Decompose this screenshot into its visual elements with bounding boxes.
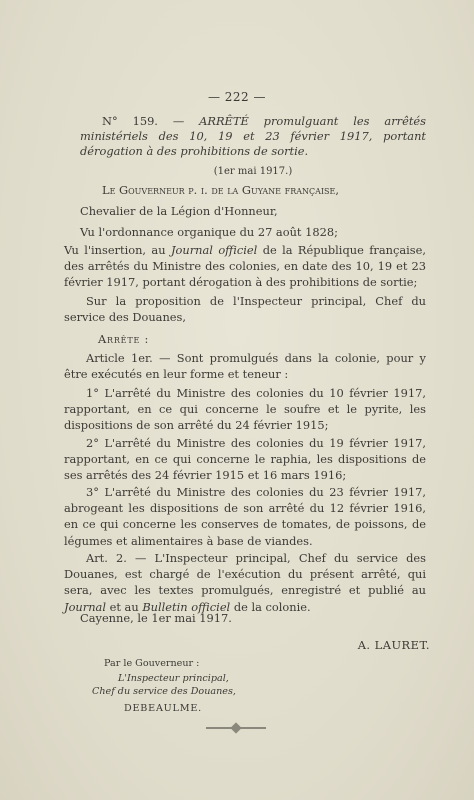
article-1-item-3: 3° L'arrêté du Ministre des colonies du 23 février 1917, abrogeant les dispositions de son arrêté du 12 février 1916, en ce qui concerne les conserves de tomates, de poissons, de légumes et alimentaires à base de viandes. [64,485,426,548]
vu-insertion-suffix: de la République française, des arrêtés du Ministre des colonies, en date des 10, 19 et 23 février 1917, portant dérogation à des prohibitions de sortie; [64,243,427,290]
place-date: Cayenne, le 1er mai 1917. [80,611,232,625]
decree-heading [80,114,426,160]
sur-proposition: Sur la proposition de l'Inspecteur principal, Chef du service des Douanes, [64,294,426,325]
inspecteur-title-1: L'Inspecteur principal, [118,673,229,684]
par-le-gouverneur: Par le Gouverneur : [104,658,200,669]
bulletin-ref: Bulletin officiel [142,599,231,614]
vu-insertion [64,242,426,291]
journal-officiel-ref: Journal officiel [170,243,258,257]
journal-ref: Journal [64,599,106,614]
page-number: — 222 — [207,90,267,104]
inspecteur-title-2: Chef du service des Douanes, [92,686,236,697]
arrete-heading: Arrête : [98,332,150,346]
vu-ordonnance: Vu l'ordonnance organique du 27 août 1828; [80,225,338,239]
vu-insertion-prefix: Vu l'insertion, au [64,243,166,257]
article-2-middle: et au [109,599,139,614]
governor-text: Le Gouverneur p. i. de la Guyane française, [102,183,339,197]
article-2 [64,550,426,615]
end-ornament-dot [230,722,241,733]
article-2-prefix: Art. 2. — L'Inspecteur principal, Chef du service des Douanes, est chargé de l'exécution du présent arrêté, qui sera, avec les textes promulgués, enregistré et publié au [64,551,426,598]
article-1: Article 1er. — Sont promulgués dans la colonie, pour y être exécutés en leur forme et teneur : [64,351,426,382]
decree-title: ARRÊTÉ promulguant les arrêtés ministériels des 10, 19 et 23 février 1917, portant dérogation à des prohibitions de sortie. [80,114,427,159]
governor-line [80,182,426,198]
article-2-suffix: de la colonie. [233,599,311,614]
decree-number: N° 159. — [102,114,185,128]
decree-date: (1er mai 1917.) [213,166,293,177]
governor-signature: A. LAURET. [357,638,430,652]
chevalier-line: Chevalier de la Légion d'Honneur, [80,204,278,218]
article-1-item-2: 2° L'arrêté du Ministre des colonies du 19 février 1917, rapportant, en ce qui concerne le raphia, les dispositions de ses arrêtés des 24 février 1915 et 16 mars 1916; [64,436,426,483]
inspecteur-name: DEBEAULME. [124,703,203,714]
article-1-item-1: 1° L'arrêté du Ministre des colonies du 10 février 1917, rapportant, en ce qui concerne le soufre et le pyrite, les dispositions de son arrêté du 24 février 1915; [64,386,426,433]
